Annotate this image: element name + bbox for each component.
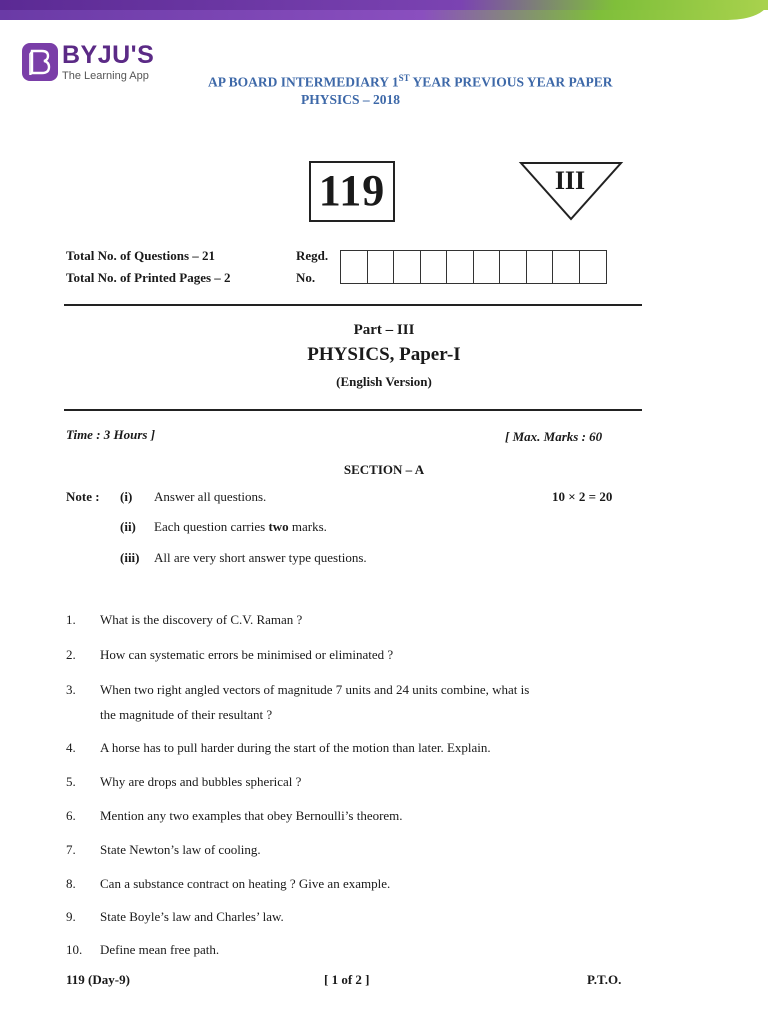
footer-paper-code: 119 (Day-9) (66, 972, 130, 987)
question-number: 1. (66, 612, 76, 627)
regd-cell (527, 251, 554, 283)
regd-cell (421, 251, 448, 283)
regd-cell (447, 251, 474, 283)
paper-code-box (309, 161, 395, 222)
question-number: 6. (66, 808, 76, 823)
question-text: Can a substance contract on heating ? Give an example. (100, 876, 391, 891)
version-label: (English Version) (336, 374, 432, 389)
regd-cell (341, 251, 368, 283)
section-title: SECTION – A (343, 462, 425, 477)
footer-pto: P.T.O. (587, 972, 622, 987)
part-roman-numeral: III (554, 166, 586, 195)
paper-code: 119 (318, 166, 386, 215)
question-number: 9. (66, 909, 76, 924)
question-number: 10. (66, 942, 83, 957)
question-number: 3. (66, 682, 76, 697)
header-line-1: AP BOARD INTERMEDIARY 1ST YEAR PREVIOUS YEAR PAPER (208, 73, 613, 90)
question-number: 8. (66, 876, 76, 891)
question-number: 5. (66, 774, 76, 789)
question-number: 4. (66, 740, 76, 755)
note-num: (i) (120, 489, 133, 504)
question-number: 7. (66, 842, 76, 857)
note-text: Answer all questions. (154, 489, 267, 504)
question-text: When two right angled vectors of magnitude 7 units and 24 units combine, what is (100, 682, 530, 697)
note-label: Note : (66, 489, 100, 504)
regd-no-label: No. (296, 270, 316, 285)
regd-cell (500, 251, 527, 283)
registration-number-grid (340, 250, 607, 284)
question-text: State Boyle’s law and Charles’ law. (100, 909, 284, 924)
note-num: (iii) (120, 550, 140, 565)
question-number: 2. (66, 647, 76, 662)
brand-name: BYJU'S (62, 41, 155, 69)
question-text-continued: the magnitude of their resultant ? (100, 707, 273, 722)
document-header-title (208, 70, 638, 108)
question-text: How can systematic errors be minimised or eliminated ? (100, 647, 394, 662)
question-text: Define mean free path. (100, 942, 220, 957)
byjus-logo (22, 43, 162, 88)
divider-top (64, 304, 642, 306)
regd-label: Regd. (296, 248, 329, 263)
question-text: State Newton’s law of cooling. (100, 842, 261, 857)
header-line-2: PHYSICS – 2018 (301, 91, 401, 107)
regd-cell (474, 251, 501, 283)
total-questions: Total No. of Questions – 21 (66, 248, 216, 263)
regd-cell (368, 251, 395, 283)
note-text: Each question carries two marks. (154, 519, 327, 534)
regd-cell (394, 251, 421, 283)
regd-cell (553, 251, 580, 283)
question-text: Why are drops and bubbles spherical ? (100, 774, 302, 789)
question-text: A horse has to pull harder during the start of the motion than later. Explain. (100, 740, 491, 755)
part-title: Part – III (353, 322, 415, 338)
note-num: (ii) (120, 519, 136, 534)
divider-bottom (64, 409, 642, 411)
subject-title: PHYSICS, Paper-I (307, 344, 461, 365)
brand-tagline: The Learning App (62, 70, 149, 82)
section-marks: 10 × 2 = 20 (552, 489, 613, 504)
max-marks-label: [ Max. Marks : 60 (505, 429, 603, 444)
regd-cell (580, 251, 607, 283)
time-label: Time : 3 Hours ] (66, 427, 156, 442)
question-text: Mention any two examples that obey Bernoulli’s theorem. (100, 808, 403, 823)
question-text: What is the discovery of C.V. Raman ? (100, 612, 303, 627)
byjus-logo-mark-icon (22, 43, 58, 81)
note-text: All are very short answer type questions. (154, 550, 367, 565)
top-decorative-bar-shade (0, 0, 768, 10)
total-pages: Total No. of Printed Pages – 2 (66, 270, 231, 285)
footer-page-number: [ 1 of 2 ] (324, 972, 370, 987)
